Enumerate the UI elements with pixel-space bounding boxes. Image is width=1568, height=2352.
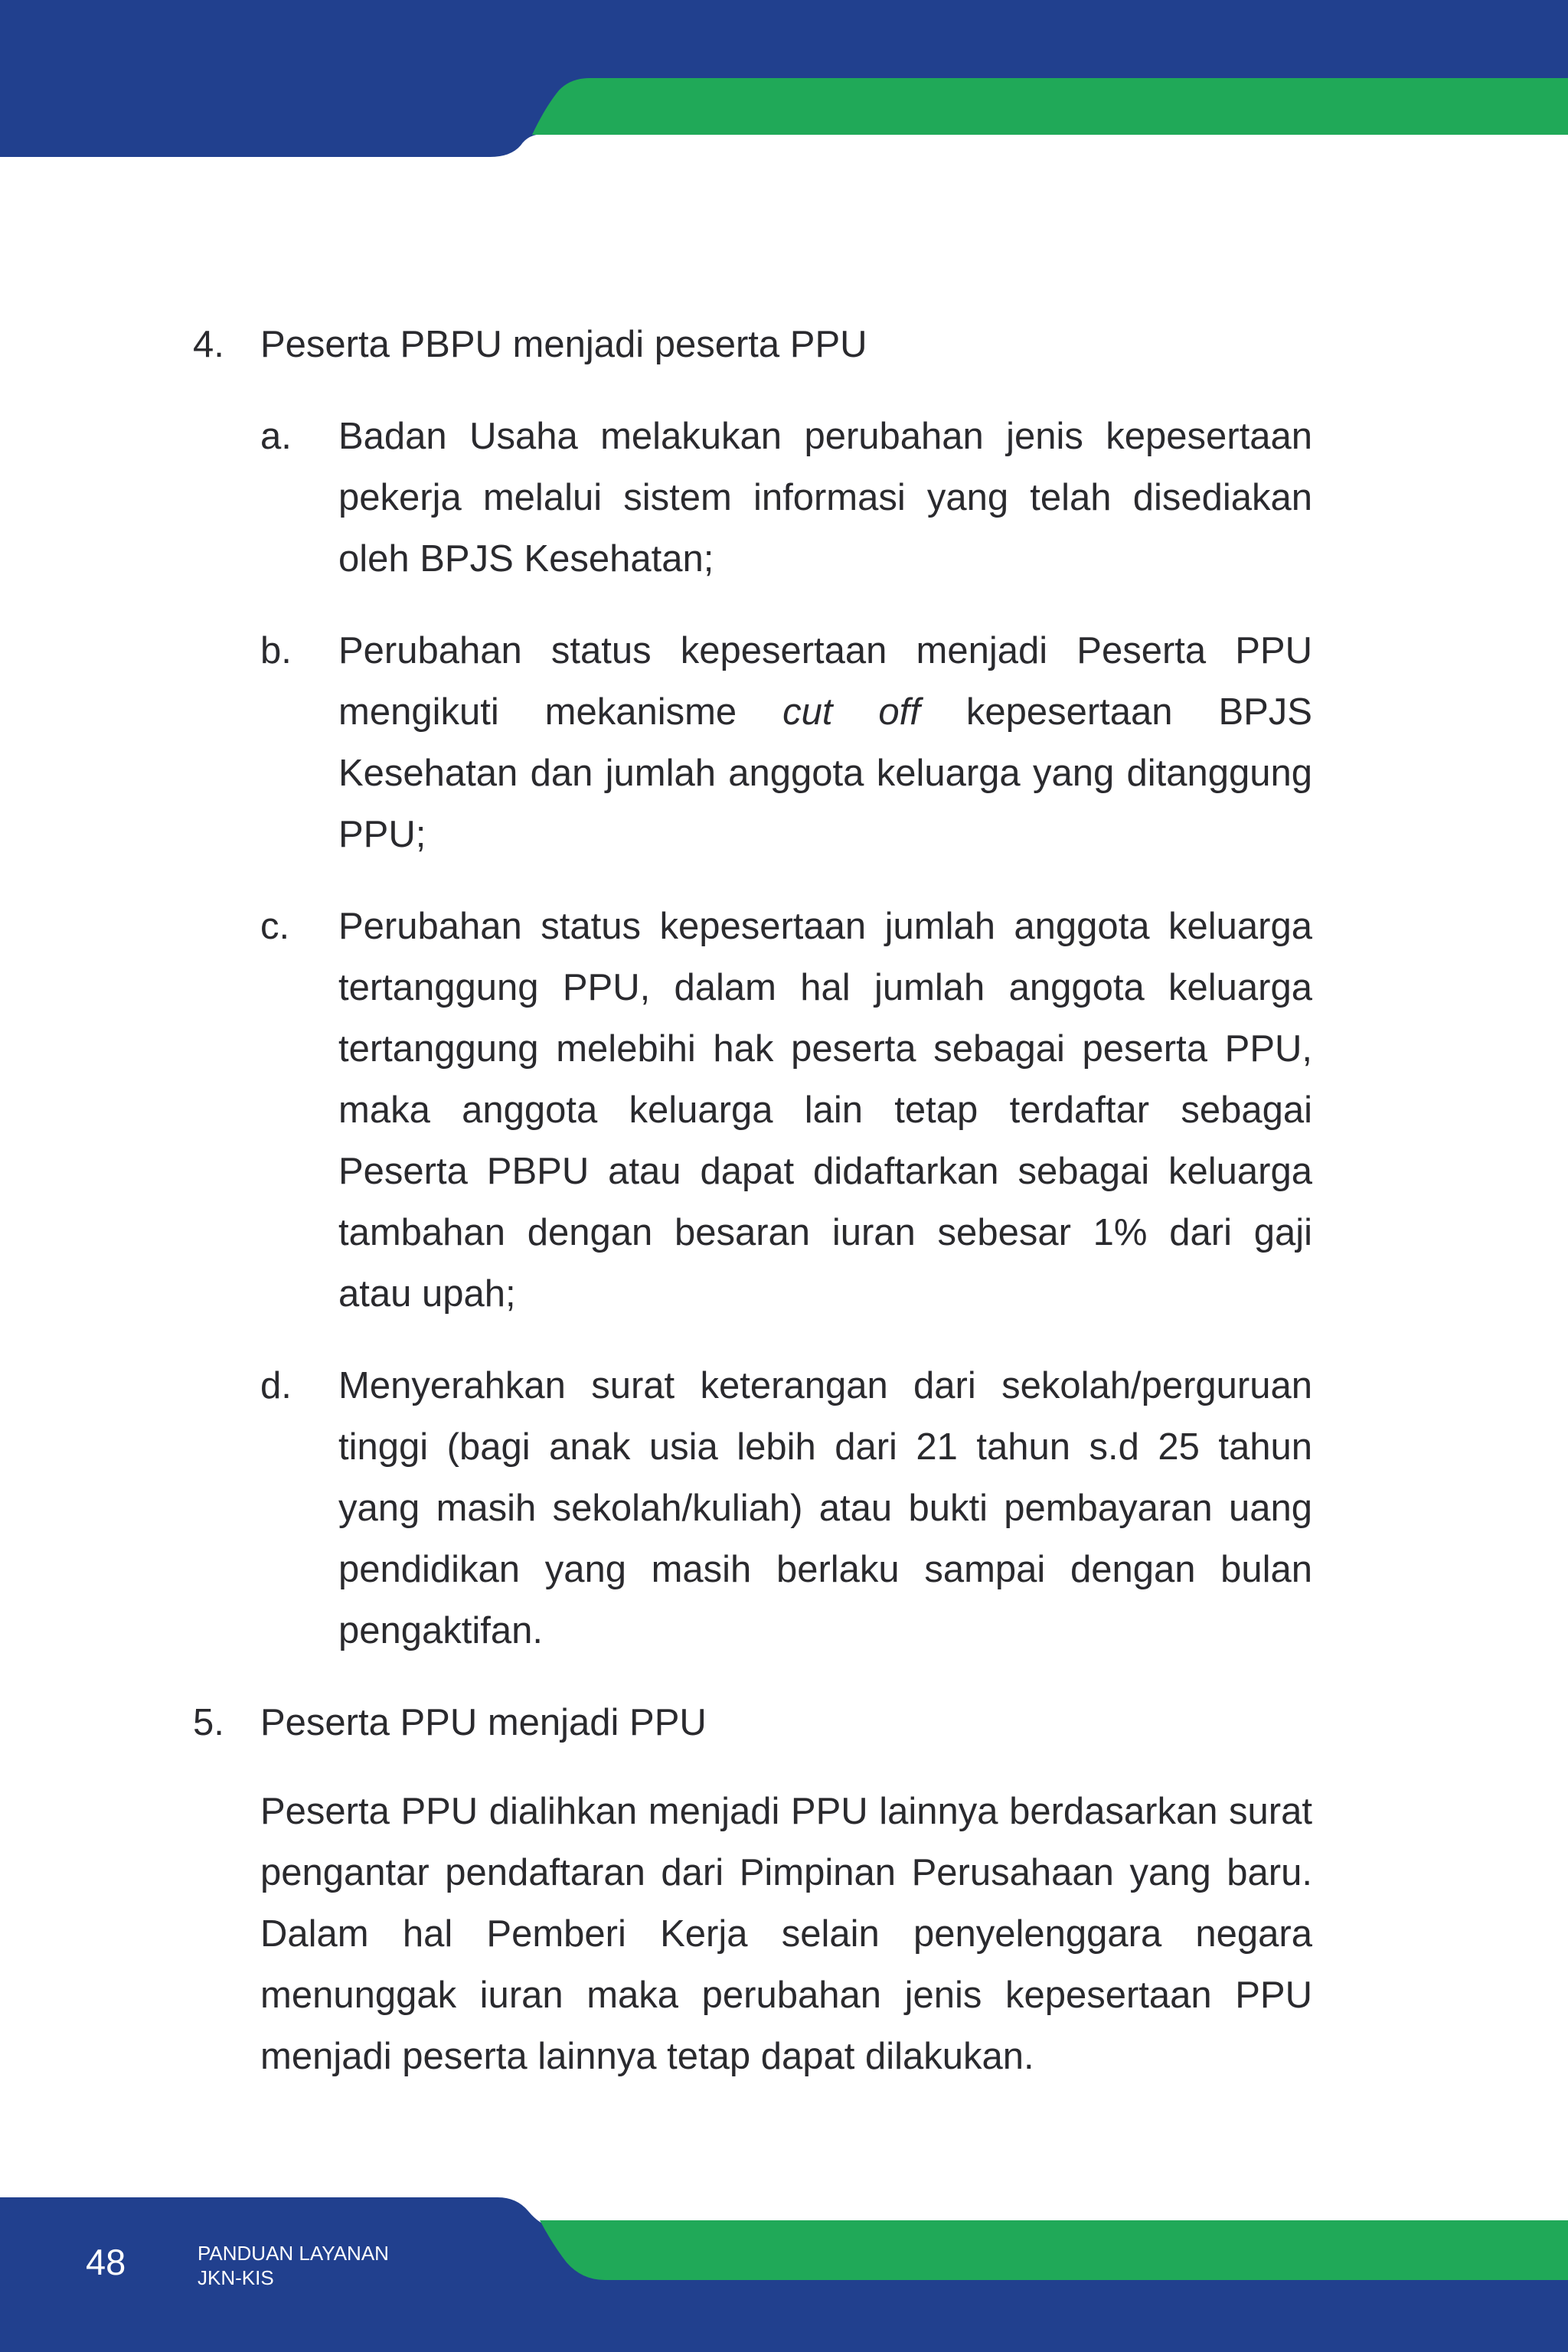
section-5-paragraph: Peserta PPU dialihkan menjadi PPU lainnya berdasarkan surat pengantar pendaftaran dari Pimpinan Perusahaan yang baru. Dalam hal Pemberi Kerja selain penyelenggara negara menunggak iuran maka perubahan jenis kepesertaan PPU menjadi peserta lainnya tetap dapat dilakukan.: [260, 1791, 1312, 2077]
list-item-d: [260, 1355, 1312, 1661]
section-4-title: Peserta PBPU menjadi peserta PPU: [260, 324, 867, 365]
list-item-d-text: Menyerahkan surat keterangan dari sekolah/perguruan tinggi (bagi anak usia lebih dari 21 tahun s.d 25 tahun yang masih sekolah/kuliah) atau bukti pembayaran uang pendidikan yang masih berlaku sampai dengan bulan pengaktifan.: [338, 1365, 1312, 1651]
document-body: [193, 314, 1312, 2087]
footer-title: [198, 2241, 389, 2290]
list-item-c: [260, 896, 1312, 1325]
list-item-a-text: Badan Usaha melakukan perubahan jenis kepesertaan pekerja melalui sistem informasi yang telah disediakan oleh BPJS Kesehatan;: [338, 416, 1312, 580]
section-4-number: 4.: [193, 324, 224, 365]
footer-title-line2: JKN-KIS: [198, 2266, 274, 2289]
section-5-title: Peserta PPU menjadi PPU: [260, 1702, 707, 1743]
section-4: [193, 314, 1312, 1661]
footer-title-line1: PANDUAN LAYANAN: [198, 2242, 389, 2265]
list-item-b: [260, 620, 1312, 865]
list-item-d-letter: d.: [260, 1365, 292, 1406]
section-5: [193, 1692, 1312, 2087]
list-item-a: [260, 406, 1312, 590]
header-band: [0, 0, 1568, 161]
list-item-b-text: [338, 620, 1312, 865]
list-item-b-text-after: kepesertaan BPJS Kesehatan dan jumlah anggota keluarga yang ditanggung PPU;: [338, 691, 1312, 855]
section-4-list: [260, 406, 1312, 1661]
section-5-number: 5.: [193, 1702, 224, 1743]
list-item-c-letter: c.: [260, 906, 290, 947]
list-item-c-text: Perubahan status kepesertaan jumlah anggota keluarga tertanggung PPU, dalam hal jumlah anggota keluarga tertanggung melebihi hak peserta sebagai peserta PPU, maka anggota keluarga lain tetap terdaftar sebagai Peserta PBPU atau dapat didaftarkan sebagai keluarga tambahan dengan besaran iuran sebesar 1% dari gaji atau upah;: [338, 906, 1312, 1315]
page-number: 48: [86, 2242, 126, 2282]
list-item-b-letter: b.: [260, 630, 292, 671]
list-item-b-text-before: Perubahan status kepesertaan menjadi Peserta PPU mengikuti mekanisme: [338, 630, 1312, 733]
list-item-b-text-italic: cut off: [782, 691, 920, 733]
list-item-a-letter: a.: [260, 416, 292, 457]
